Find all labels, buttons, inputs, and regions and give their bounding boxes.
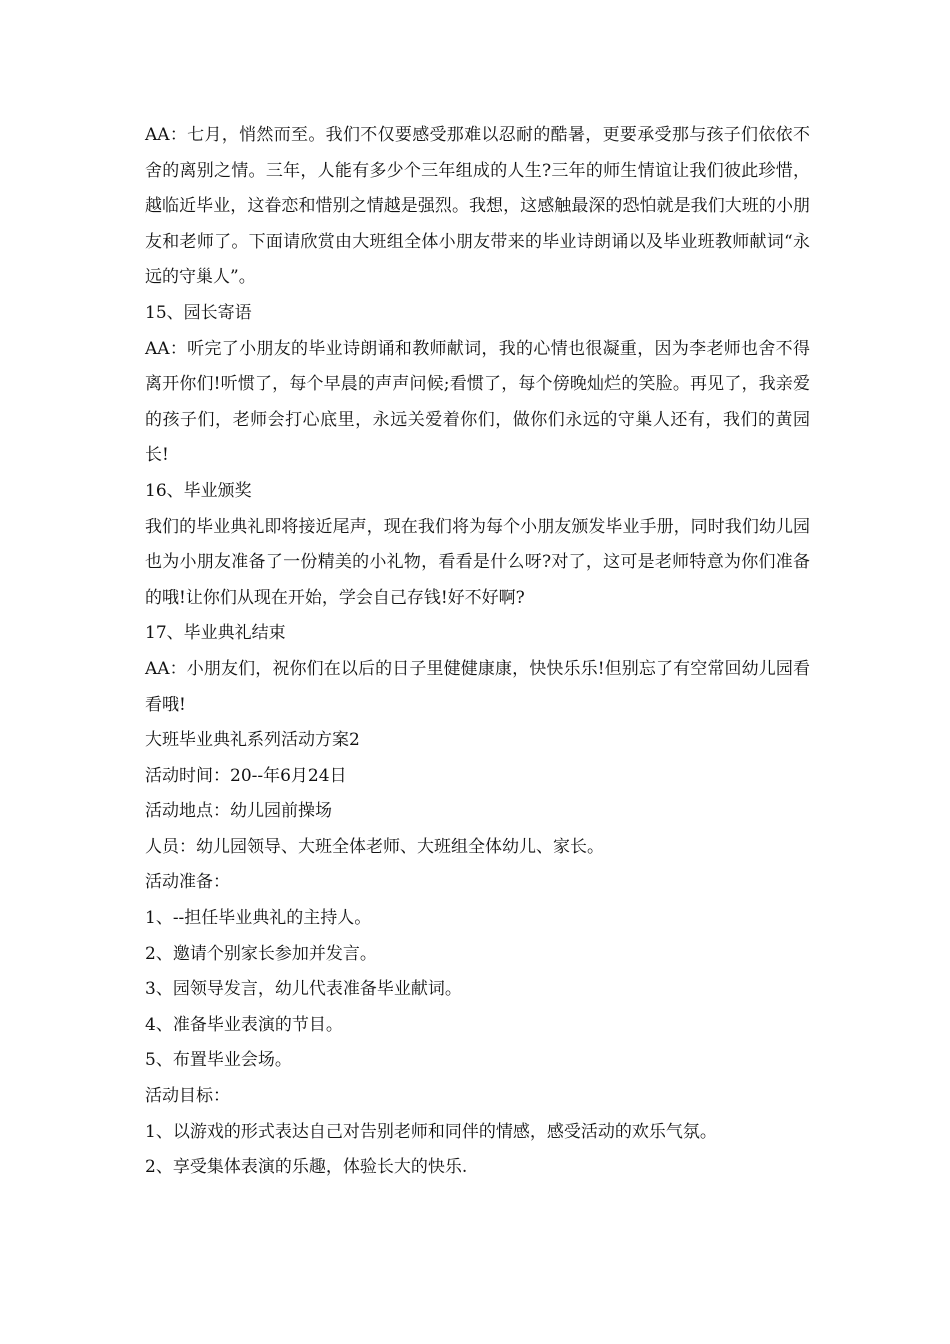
heading-16: 16、毕业颁奖	[145, 480, 252, 501]
goal-item: 1、以游戏的形式表达自己对告别老师和同伴的情感，感受活动的欢乐气氛。	[145, 1121, 717, 1142]
preparation-item: 2、邀请个别家长参加并发言。	[145, 943, 377, 964]
document-body	[145, 118, 810, 1186]
goal-item: 2、享受集体表演的乐趣，体验长大的快乐.	[145, 1157, 468, 1178]
activity-time: 活动时间：20--年6月24日	[145, 765, 347, 786]
preparation-item: 4、准备毕业表演的节目。	[145, 1014, 343, 1035]
goals-heading: 活动目标：	[145, 1086, 230, 1107]
preparation-item: 1、--担任毕业典礼的主持人。	[145, 908, 372, 929]
activity-participants: 人员：幼儿园领导、大班全体老师、大班组全体幼儿、家长。	[145, 836, 604, 857]
heading-17: 17、毕业典礼结束	[145, 623, 286, 644]
heading-15: 15、园长寄语	[145, 302, 252, 323]
preparation-heading: 活动准备：	[145, 872, 230, 893]
paragraph-closing: AA：小朋友们，祝你们在以后的日子里健健康康，快快乐乐!但别忘了有空常回幼儿园看看哦!	[145, 658, 810, 715]
preparation-item: 3、园领导发言，幼儿代表准备毕业献词。	[145, 979, 462, 1000]
paragraph-awards: 我们的毕业典礼即将接近尾声，现在我们将为每个小朋友颁发毕业手册，同时我们幼儿园也为小朋友准备了一份精美的小礼物，看看是什么呀?对了，这可是老师特意为你们准备的哦!让你们从现在开始，学会自己存钱!好不好啊?	[145, 516, 810, 608]
paragraph-intro: AA：七月，悄然而至。我们不仅要感受那难以忍耐的酷暑，更要承受那与孩子们依依不舍的离别之情。三年，人能有多少个三年组成的人生?三年的师生情谊让我们彼此珍惜，越临近毕业，这眷恋和惜别之情越是强烈。我想，这感触最深的恐怕就是我们大班的小朋友和老师了。下面请欣赏由大班组全体小朋友带来的毕业诗朗诵以及毕业班教师献词“永远的守巢人”。	[145, 125, 810, 288]
preparation-item: 5、布置毕业会场。	[145, 1050, 292, 1071]
plan-title: 大班毕业典礼系列活动方案2	[145, 730, 360, 751]
paragraph-principal: AA：听完了小朋友的毕业诗朗诵和教师献词，我的心情也很凝重，因为李老师也舍不得离开你们!听惯了，每个早晨的声声问候;看惯了，每个傍晚灿烂的笑脸。再见了，我亲爱的孩子们，老师会打心底里，永远关爱着你们，做你们永远的守巢人还有，我们的黄园长!	[145, 338, 810, 466]
activity-location: 活动地点：幼儿园前操场	[145, 801, 332, 822]
